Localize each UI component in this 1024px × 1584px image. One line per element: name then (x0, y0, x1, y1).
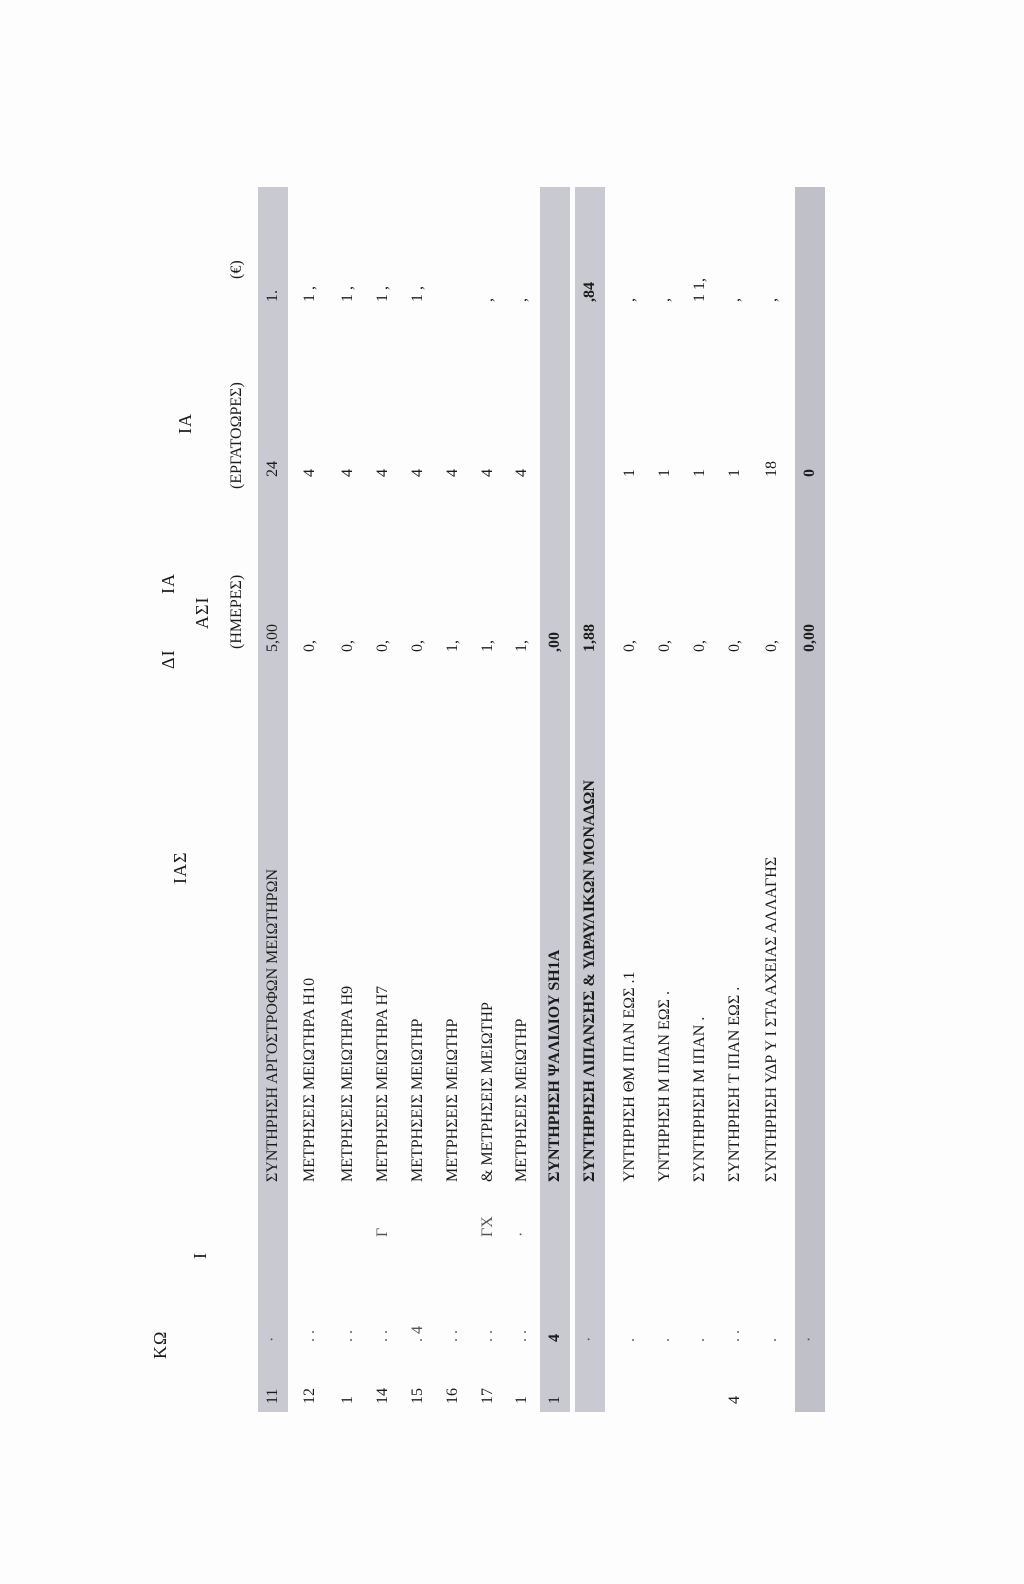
row-description: ΜΕΤΡΗΣΕΙΣ ΜΕΙΩΤΗΡΑ Η10 (301, 977, 318, 1182)
row-hours: 18 (763, 461, 780, 477)
row-days: ,00 (546, 632, 563, 652)
table-row (507, 187, 537, 1412)
header-ias: ΙΑΣ (170, 851, 190, 884)
row-sub: . . (444, 1330, 461, 1342)
row-description: ΣΥΝΤΗΡΗΣΗ Μ ΙΠΑΝ . (691, 1016, 708, 1182)
row-cost: 1 , (339, 286, 356, 302)
row-number: 14 (374, 1388, 391, 1404)
row-ref: · (513, 1231, 530, 1237)
row-hours: 4 (339, 469, 356, 477)
row-description: ΥΝΤΗΡΗΣΗ Μ ΙΠΑΝ ΕΩΣ . (656, 991, 673, 1182)
row-sub: · (581, 1336, 598, 1342)
table-row (473, 187, 503, 1412)
row-description: ΜΕΤΡΗΣΕΙΣ ΜΕΙΩΤΗΡ (444, 1018, 461, 1182)
row-days: 0, (339, 640, 356, 652)
header-ia-2: ΙΑ (175, 413, 195, 434)
row-cost: 1 , (301, 286, 318, 302)
row-ref: ΓΧ (479, 1216, 496, 1237)
row-hours: 4 (374, 469, 391, 477)
row-cost: , (513, 298, 530, 302)
header-i: Ι (190, 1252, 210, 1259)
row-sub: . (763, 1338, 780, 1342)
header-ko: ΚΩ (150, 1330, 170, 1359)
row-days: 1, (479, 640, 496, 652)
row-days: 5,00 (264, 624, 281, 652)
row-cost: ,84 (581, 282, 598, 302)
row-sub: . 4 (409, 1326, 426, 1342)
row-description: ΜΕΤΡΗΣΕΙΣ ΜΕΙΩΤΗΡ (409, 1018, 426, 1182)
row-sub: . . (374, 1330, 391, 1342)
days-unit-label: (ΗΜΕΡΕΣ) (228, 574, 245, 649)
row-cost: 1. (264, 290, 281, 302)
row-hours: 4 (444, 469, 461, 477)
row-days: 0, (409, 640, 426, 652)
row-hours: 4 (409, 469, 426, 477)
table-row (615, 187, 645, 1412)
table-row (368, 187, 398, 1412)
row-description: & ΜΕΤΡΗΣΕΙΣ ΜΕΙΩΤΗΡ (479, 1002, 496, 1182)
header-asi: ΑΣΙ (192, 596, 212, 629)
row-hours: 1 (621, 469, 638, 477)
row-days: 1, (444, 640, 461, 652)
row-sub: · (801, 1336, 818, 1342)
row-hours: 1 (691, 469, 708, 477)
row-cost: 1 , (409, 286, 426, 302)
row-number: 15 (409, 1388, 426, 1404)
row-cost: 1 , (374, 286, 391, 302)
row-sub: . (691, 1338, 708, 1342)
row-days: 0, (301, 640, 318, 652)
row-description: ΜΕΤΡΗΣΕΙΣ ΜΕΙΩΤΗΡΑ Η9 (339, 985, 356, 1182)
row-days: 0,00 (801, 624, 818, 652)
row-description: ΣΥΝΤΗΡΗΣΗ ΨΑΛΙΔΙΟΥ SH1A (546, 949, 563, 1182)
row-days: 0, (656, 640, 673, 652)
row-description: ΜΕΤΡΗΣΕΙΣ ΜΕΙΩΤΗΡΑ Η7 (374, 985, 391, 1182)
table-row (575, 187, 605, 1412)
row-number: 12 (301, 1388, 318, 1404)
row-number: 11 (264, 1388, 281, 1404)
header-ia-1: ΙΑ (158, 573, 178, 594)
row-cost: , (479, 298, 496, 302)
row-number: 16 (444, 1388, 461, 1404)
row-sub: 4 (546, 1334, 563, 1342)
row-ref: Γ (374, 1227, 391, 1237)
row-number: 1 (546, 1396, 563, 1404)
table-row (295, 187, 325, 1412)
row-number: 17 (479, 1388, 496, 1404)
row-sub: . (656, 1338, 673, 1342)
row-description: ΜΕΤΡΗΣΕΙΣ ΜΕΙΩΤΗΡ (513, 1018, 530, 1182)
row-number: 4 (726, 1396, 743, 1404)
row-sub: . (621, 1338, 638, 1342)
row-hours: 4 (301, 469, 318, 477)
row-days: 1,88 (581, 624, 598, 652)
row-days: 0, (691, 640, 708, 652)
table-row (333, 187, 363, 1412)
row-number: 1 (339, 1396, 356, 1404)
row-hours: 1 (726, 469, 743, 477)
row-days: 0, (763, 640, 780, 652)
row-description: ΣΥΝΤΗΡΗΣΗ Τ ΙΠΑΝ ΕΩΣ . (726, 986, 743, 1182)
table-row (540, 187, 570, 1412)
row-hours: 4 (479, 469, 496, 477)
row-hours: 0 (801, 469, 818, 477)
row-sub: . . (301, 1330, 318, 1342)
row-sub: . . (513, 1330, 530, 1342)
hours-unit-label: (ΕΡΓΑΤΟΩΡΕΣ) (228, 382, 245, 489)
table-row (403, 187, 433, 1412)
table-row (650, 187, 680, 1412)
table-row (685, 187, 715, 1412)
row-cost: , (763, 298, 780, 302)
row-description: ΣΥΝΤΗΡΗΣΗ ΛΙΠΑΝΣΗΣ & ΥΔΡΑΥΛΙΚΩΝ ΜΟΝΑΔΩΝ (581, 780, 598, 1182)
row-days: 0, (621, 640, 638, 652)
row-sub: . . (339, 1330, 356, 1342)
cost-unit-label: (€) (228, 260, 245, 279)
table-row (720, 187, 750, 1412)
table-row (258, 187, 288, 1412)
row-cost: , (656, 298, 673, 302)
row-cost: , (726, 298, 743, 302)
row-days: 1, (513, 640, 530, 652)
table-row (757, 187, 787, 1412)
row-sub: · (264, 1336, 281, 1342)
row-cost: 1 1, (691, 278, 708, 302)
row-sub: . . (479, 1330, 496, 1342)
row-description: ΣΥΝΤΗΡΗΣΗ ΥΔΡ Υ Ι ΣΤΑ ΑΧΕΙΑΣ ΑΛΛΑΓΗΣ (763, 856, 780, 1182)
row-hours: 4 (513, 469, 530, 477)
row-hours: 1 (656, 469, 673, 477)
row-sub: . . (726, 1330, 743, 1342)
table-row (795, 187, 825, 1412)
row-days: 0, (374, 640, 391, 652)
row-days: 0, (726, 640, 743, 652)
header-di: ΔΙ (158, 649, 178, 669)
row-description: ΣΥΝΤΗΡΗΣΗ ΑΡΓΟΣΤΡΟΦΩΝ ΜΕΙΩΤΗΡΩΝ (264, 868, 281, 1182)
table-row (438, 187, 468, 1412)
row-number: 1 (513, 1396, 530, 1404)
row-hours: 24 (264, 461, 281, 477)
row-description: ΥΝΤΗΡΗΣΗ ΘΜ ΙΠΑΝ ΕΩΣ .1 (621, 971, 638, 1182)
row-cost: , (621, 298, 638, 302)
